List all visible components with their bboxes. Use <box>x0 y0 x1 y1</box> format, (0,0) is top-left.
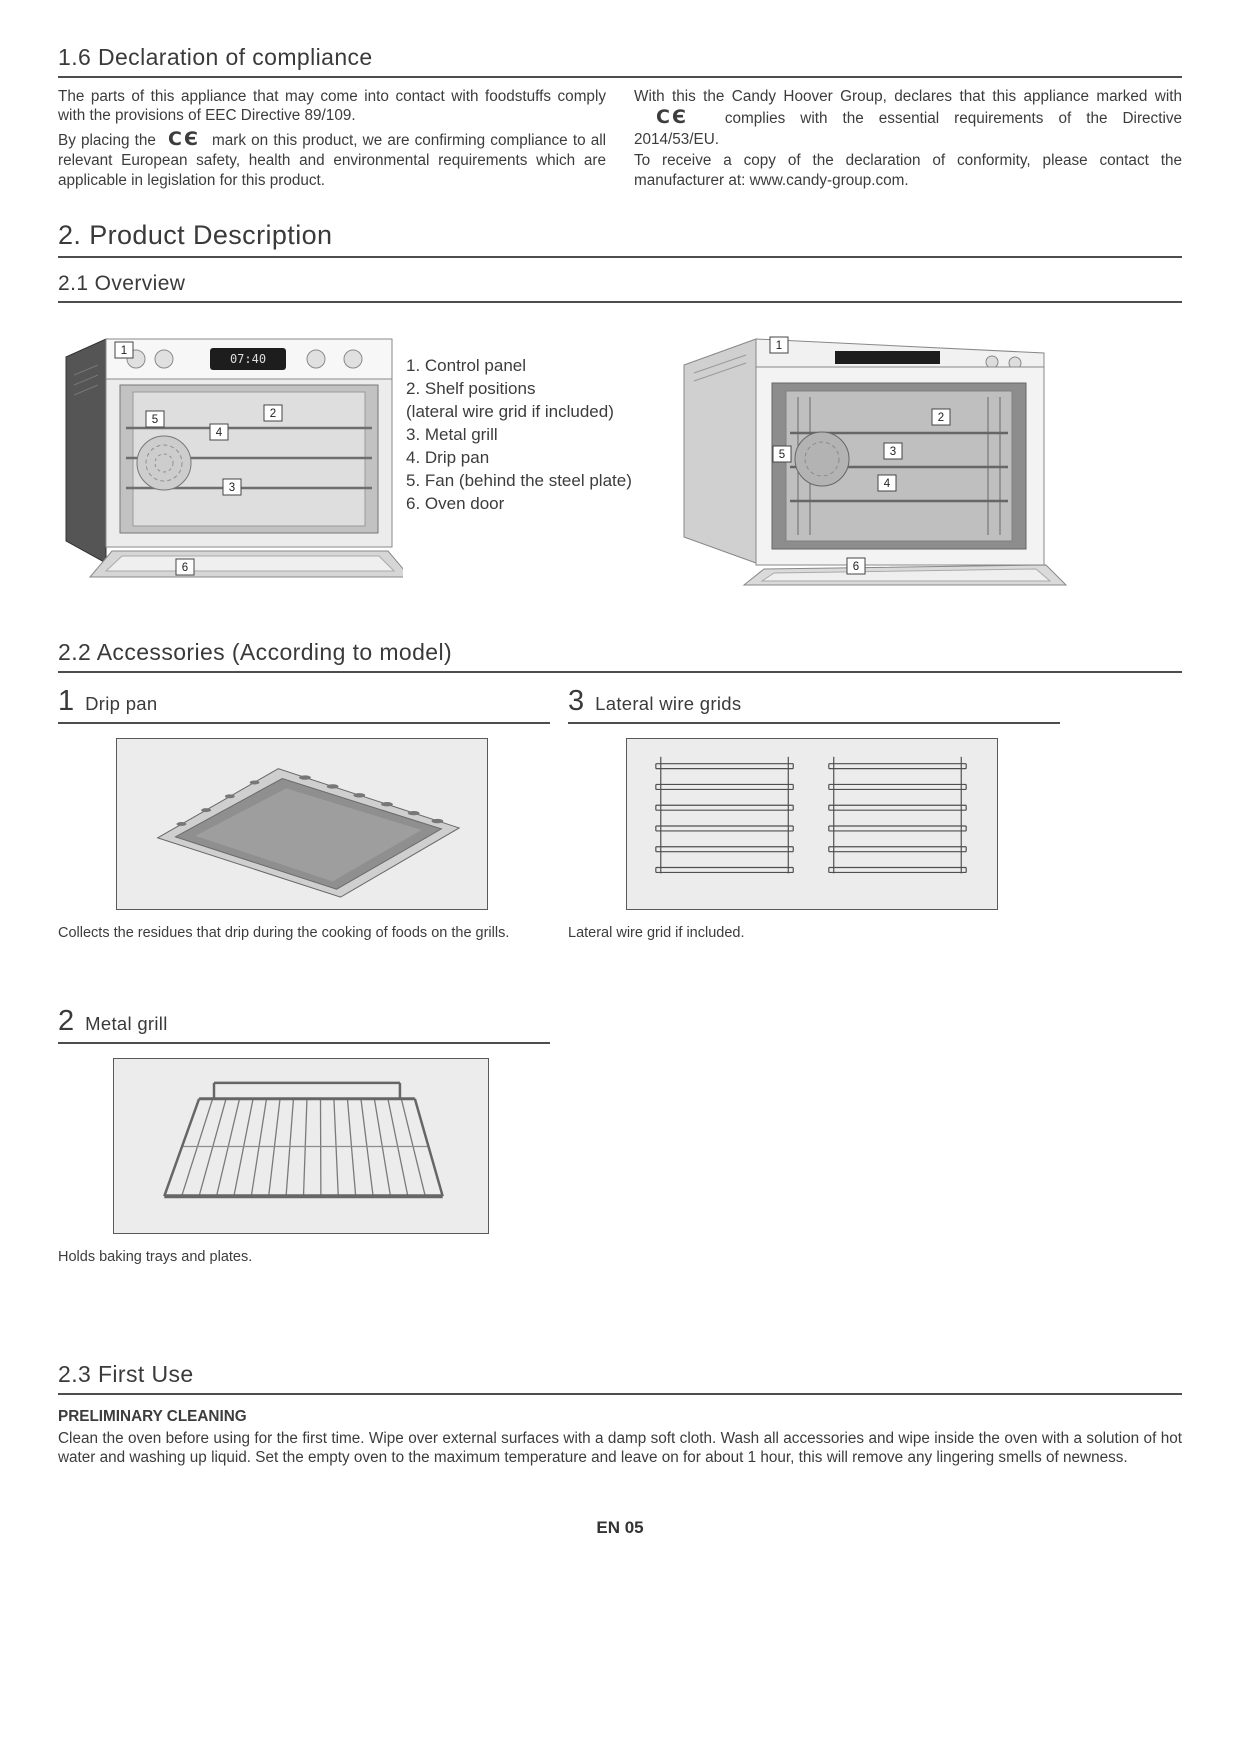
drip-pan-illustration <box>117 739 487 909</box>
accessory-label: Metal grill <box>85 1013 168 1034</box>
text-run: complies with the essential requirements of the Directive 2014/53/EU. <box>634 110 1182 149</box>
oven-display-time: 07:40 <box>229 352 267 366</box>
preliminary-cleaning-heading: PRELIMINARY CLEANING <box>58 1408 247 1425</box>
callout-drip-pan <box>210 424 228 440</box>
accessory-label: Drip pan <box>85 693 158 714</box>
callout-oven-door <box>176 559 194 575</box>
svg-text:2: 2 <box>937 412 945 424</box>
oven-perspective-illustration <box>670 325 1070 589</box>
accessories-row <box>58 685 1182 941</box>
svg-text:3: 3 <box>228 482 236 494</box>
legend-item: 2. Shelf positions <box>406 378 536 398</box>
oven-front-illustration <box>58 325 403 589</box>
accessory-metal-grill <box>58 1005 1182 1265</box>
accessory-drip-pan <box>58 685 566 941</box>
accessory-heading <box>58 1005 550 1044</box>
accessory-number: 1 <box>58 685 75 717</box>
svg-text:4: 4 <box>883 478 891 490</box>
callout-control-panel <box>115 342 133 358</box>
oven-front-body <box>66 339 403 577</box>
accessory-heading <box>58 685 550 724</box>
accessory-lateral-wire-grids <box>568 685 1076 941</box>
callout-oven-door <box>847 558 865 574</box>
accessory-number: 2 <box>58 1005 75 1037</box>
svg-text:1: 1 <box>120 345 128 357</box>
drip-pan-image <box>116 738 488 910</box>
svg-text:4: 4 <box>215 427 223 439</box>
callout-fan <box>146 411 164 427</box>
accessory-label: Lateral wire grids <box>595 693 742 714</box>
fan-icon <box>137 436 191 490</box>
first-use-body: Clean the oven before using for the first time. Wipe over external surfaces with a damp soft cloth. Wash all accessories and wipe inside the oven with a solution of hot water and washing up liquid. Set the empty oven to the maximum temperature and leave on for about 1 hour, this will remove any lingering smells of newness. <box>58 1430 1182 1467</box>
accessory-caption: Collects the residues that drip during the cooking of foods on the grills. <box>58 925 510 941</box>
svg-text:5: 5 <box>778 449 786 461</box>
legend-item: 1. Control panel <box>406 356 527 375</box>
declaration-paragraph: To receive a copy of the declaration of conformity, please contact the manufacturer at: www.candy-group.com. <box>634 152 1182 189</box>
legend-item: 6. Oven door <box>406 493 505 513</box>
text-run: mark on this product, we are confirming compliance to all relevant European safety, health and environmental requirements which are applicable in legislation for this product. <box>58 131 607 189</box>
page-number: EN 05 <box>596 1518 644 1537</box>
declaration-paragraph: The parts of this appliance that may come into contact with foodstuffs comply with the provisions of EEC Directive 89/109. <box>58 88 606 125</box>
callout-control-panel <box>770 337 788 353</box>
declaration-right-column <box>634 87 1182 190</box>
callout-shelf-positions <box>264 405 282 421</box>
oven-perspective-body <box>684 339 1066 585</box>
callout-metal-grill <box>884 443 902 459</box>
product-description-title: 2. Product Description <box>58 220 1182 258</box>
declaration-paragraph <box>58 128 606 190</box>
ce-mark-icon: CЄ <box>656 106 688 129</box>
svg-text:3: 3 <box>889 446 897 458</box>
first-use-title: 2.3 First Use <box>58 1361 1182 1395</box>
callout-metal-grill <box>223 479 241 495</box>
text-run: By placing the <box>58 131 156 149</box>
legend-item: 4. Drip pan <box>406 447 490 467</box>
text-run: With this the Candy Hoover Group, declares that this appliance marked with <box>634 88 1182 105</box>
overview-figures <box>58 323 1182 595</box>
lateral-wire-grids-illustration <box>627 739 997 909</box>
ce-mark-icon: CЄ <box>168 127 200 150</box>
callout-shelf-positions <box>932 409 950 425</box>
accessory-caption: Holds baking trays and plates. <box>58 1249 253 1265</box>
callout-fan <box>773 446 791 462</box>
legend-item: (lateral wire grid if included) <box>406 401 614 421</box>
accessory-number: 3 <box>568 685 585 717</box>
callout-drip-pan <box>878 475 896 491</box>
accessory-caption: Lateral wire grid if included. <box>568 925 745 941</box>
accessories-title: 2.2 Accessories (According to model) <box>58 639 1182 673</box>
declaration-section <box>58 44 1182 190</box>
declaration-paragraph <box>634 87 1182 149</box>
overview-title: 2.1 Overview <box>58 272 1182 303</box>
fan-icon <box>795 432 849 486</box>
overview-legend <box>406 355 632 516</box>
metal-grill-image <box>113 1058 489 1234</box>
svg-text:1: 1 <box>775 340 783 352</box>
svg-text:6: 6 <box>181 562 189 574</box>
svg-text:2: 2 <box>269 408 277 420</box>
legend-item: 3. Metal grill <box>406 424 498 444</box>
legend-item: 5. Fan (behind the steel plate) <box>406 470 632 490</box>
declaration-left-column <box>58 87 606 190</box>
lateral-wire-grids-image <box>626 738 998 910</box>
accessory-heading <box>568 685 1060 724</box>
svg-text:5: 5 <box>151 414 159 426</box>
declaration-title: 1.6 Declaration of compliance <box>58 44 1182 78</box>
svg-text:6: 6 <box>852 561 860 573</box>
metal-grill-illustration <box>114 1059 488 1233</box>
declaration-columns <box>58 87 1182 190</box>
